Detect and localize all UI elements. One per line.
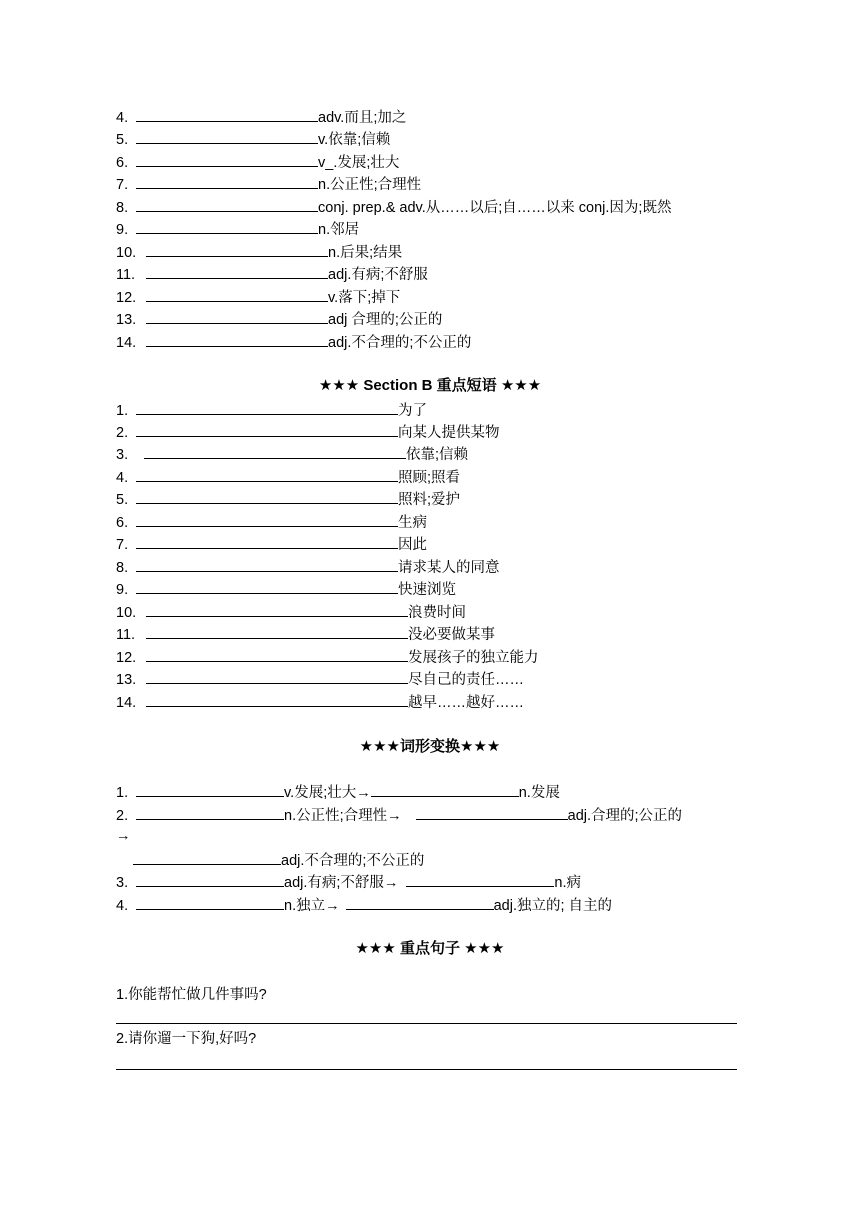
item-number: 1. — [116, 403, 129, 419]
definition: 浪费时间 — [408, 605, 466, 621]
item-number: 4. — [116, 898, 129, 914]
vocab-row — [116, 196, 671, 216]
section-heading-sentences: ★★★ 重点句子 ★★★ — [355, 940, 505, 957]
definition: adj.有病;不舒服→ — [284, 875, 399, 891]
item-number: 11. — [116, 267, 136, 283]
item-number: 10. — [116, 245, 137, 261]
definition: n.后果;结果 — [328, 245, 403, 261]
definition: 快速浏览 — [398, 582, 456, 598]
phrase-row — [116, 466, 460, 486]
definition: 越早……越好…… — [408, 695, 524, 711]
vocab-row — [116, 263, 428, 283]
vocab-row — [116, 241, 402, 261]
fill-blank[interactable] — [146, 241, 328, 257]
item-number: 5. — [116, 132, 129, 148]
item-number: 3. — [116, 447, 129, 463]
fill-blank[interactable] — [136, 871, 284, 887]
answer-line[interactable] — [116, 1023, 737, 1024]
item-number: 7. — [116, 537, 129, 553]
vocab-row — [116, 286, 400, 306]
section-heading-phrases: ★★★ Section B 重点短语 ★★★ — [318, 377, 542, 394]
phrase-row — [116, 533, 427, 553]
phrase-row — [116, 556, 500, 576]
definition: v.发展;壮大→ — [284, 785, 371, 801]
fill-blank[interactable] — [136, 399, 398, 415]
fill-blank[interactable] — [371, 781, 519, 797]
item-number: 4. — [116, 110, 129, 126]
definition: 发展孩子的独立能力 — [408, 650, 539, 666]
item-number: 8. — [116, 200, 129, 216]
vocab-row — [116, 331, 471, 351]
phrase-row — [116, 488, 460, 508]
definition: v.依靠;信赖 — [318, 132, 391, 148]
definition: adj.不合理的;不公正的 — [281, 853, 425, 869]
section-heading-word-forms: ★★★词形变换★★★ — [359, 738, 501, 755]
fill-blank[interactable] — [146, 623, 408, 639]
phrase-row — [116, 421, 500, 441]
vocab-row — [116, 106, 406, 126]
definition: 没必要做某事 — [408, 627, 495, 643]
item-number: 7. — [116, 177, 129, 193]
definition: n.公正性;合理性→ — [284, 808, 402, 824]
definition: adj 合理的;公正的 — [328, 312, 443, 328]
fill-blank[interactable] — [136, 466, 398, 482]
definition: 向某人提供某物 — [398, 425, 500, 441]
fill-blank[interactable] — [136, 421, 398, 437]
word-form-row — [116, 781, 560, 801]
definition: 照顾;照看 — [398, 470, 461, 486]
phrase-row — [116, 646, 539, 666]
word-form-row — [116, 894, 612, 914]
vocab-row — [116, 173, 421, 193]
definition: n.独立→ — [284, 898, 340, 914]
definition: 尽自己的责任…… — [408, 672, 524, 688]
sentence-prompt: 1.你能帮忙做几件事吗? — [116, 987, 267, 1003]
vocab-row — [116, 151, 399, 171]
definition: adv.而且;加之 — [318, 110, 407, 126]
definition: 为了 — [398, 403, 427, 419]
fill-blank[interactable] — [136, 151, 318, 167]
fill-blank[interactable] — [346, 894, 494, 910]
item-number: 11. — [116, 627, 136, 643]
phrase-row — [116, 578, 456, 598]
fill-blank[interactable] — [136, 894, 284, 910]
item-number: 12. — [116, 650, 137, 666]
word-form-row — [116, 804, 682, 824]
definition: 依靠;信赖 — [406, 447, 469, 463]
fill-blank[interactable] — [146, 308, 328, 324]
definition: 因此 — [398, 537, 427, 553]
item-number: 10. — [116, 605, 137, 621]
definition: conj. prep.& adv.从……以后;自……以来 conj.因为;既然 — [318, 200, 672, 216]
item-number: 4. — [116, 470, 129, 486]
fill-blank[interactable] — [146, 263, 328, 279]
definition: adj.合理的;公正的 — [567, 808, 683, 824]
word-form-row — [116, 871, 581, 891]
fill-blank[interactable] — [136, 488, 398, 504]
fill-blank[interactable] — [136, 556, 398, 572]
phrase-row — [116, 668, 524, 688]
item-number: 9. — [116, 582, 129, 598]
item-number: 13. — [116, 672, 137, 688]
item-number: 3. — [116, 875, 129, 891]
fill-blank[interactable] — [136, 196, 318, 212]
fill-blank[interactable] — [136, 578, 398, 594]
fill-blank[interactable] — [136, 173, 318, 189]
phrase-row — [116, 443, 468, 463]
vocab-row — [116, 128, 390, 148]
definition: adj.有病;不舒服 — [328, 267, 428, 283]
item-number: 8. — [116, 560, 129, 576]
fill-blank[interactable] — [136, 533, 398, 549]
fill-blank[interactable] — [146, 331, 328, 347]
phrase-row — [116, 601, 466, 621]
sentence-prompt: 2.请你遛一下狗,好吗? — [116, 1031, 257, 1047]
fill-blank[interactable] — [146, 286, 328, 302]
fill-blank[interactable] — [136, 781, 284, 797]
word-form-row-continued — [133, 849, 424, 869]
fill-blank[interactable] — [136, 511, 398, 527]
fill-blank[interactable] — [146, 646, 408, 662]
fill-blank[interactable] — [416, 804, 568, 820]
item-number: 9. — [116, 222, 129, 238]
item-number: 2. — [116, 425, 129, 441]
definition: n.邻居 — [318, 222, 360, 238]
definition: n.病 — [554, 875, 582, 891]
definition: 请求某人的同意 — [398, 560, 500, 576]
definition: v_.发展;壮大 — [318, 155, 400, 171]
definition: n.公正性;合理性 — [318, 177, 422, 193]
item-number: 12. — [116, 290, 137, 306]
vocab-row — [116, 218, 359, 238]
item-number: 1. — [116, 785, 129, 801]
fill-blank[interactable] — [146, 691, 408, 707]
fill-blank[interactable] — [136, 106, 318, 122]
fill-blank[interactable] — [144, 443, 406, 459]
phrase-row — [116, 691, 524, 711]
fill-blank[interactable] — [146, 668, 408, 684]
phrase-row — [116, 623, 495, 643]
fill-blank[interactable] — [136, 218, 318, 234]
word-form-arrow: → — [116, 828, 131, 844]
fill-blank[interactable] — [136, 128, 318, 144]
fill-blank[interactable] — [133, 849, 281, 865]
definition: 照料;爱护 — [398, 492, 461, 508]
answer-line[interactable] — [116, 1069, 737, 1070]
item-number: 14. — [116, 335, 137, 351]
item-number: 14. — [116, 695, 137, 711]
phrase-row — [116, 399, 427, 419]
definition: 生病 — [398, 515, 427, 531]
fill-blank[interactable] — [406, 871, 554, 887]
vocab-row — [116, 308, 442, 328]
item-number: 6. — [116, 155, 129, 171]
definition: n.发展 — [518, 785, 560, 801]
item-number: 6. — [116, 515, 129, 531]
item-number: 13. — [116, 312, 137, 328]
definition: v.落下;掉下 — [328, 290, 401, 306]
item-number: 2. — [116, 808, 129, 824]
definition: adj.不合理的;不公正的 — [328, 335, 472, 351]
phrase-row — [116, 511, 427, 531]
fill-blank[interactable] — [146, 601, 408, 617]
item-number: 5. — [116, 492, 129, 508]
fill-blank[interactable] — [136, 804, 284, 820]
definition: adj.独立的; 自主的 — [493, 898, 613, 914]
